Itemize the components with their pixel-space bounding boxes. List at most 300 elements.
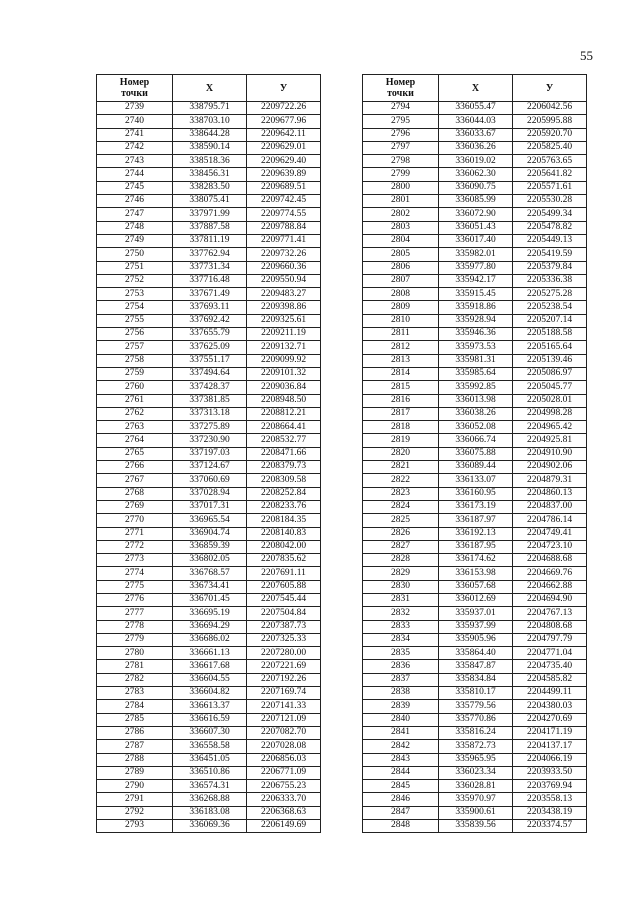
- x-coordinate-cell: 335810.17: [439, 687, 513, 700]
- table-row: [363, 141, 587, 154]
- y-coordinate-cell: 2203769.94: [513, 780, 587, 793]
- point-number-cell: 2785: [97, 713, 173, 726]
- x-coordinate-cell: 337625.09: [173, 341, 247, 354]
- point-number-cell: 2814: [363, 367, 439, 380]
- x-coordinate-cell: 336661.13: [173, 647, 247, 660]
- x-header: X: [173, 75, 247, 102]
- point-number-cell: 2835: [363, 647, 439, 660]
- y-coordinate-cell: 2205641.82: [513, 168, 587, 181]
- table-row: [363, 514, 587, 527]
- point-number-cell: 2763: [97, 421, 173, 434]
- y-coordinate-cell: 2205419.59: [513, 248, 587, 261]
- table-row: [97, 500, 321, 513]
- point-number-cell: 2801: [363, 195, 439, 208]
- x-coordinate-cell: 337671.49: [173, 288, 247, 301]
- point-number-cell: 2788: [97, 753, 173, 766]
- point-number-cell: 2813: [363, 354, 439, 367]
- point-number-cell: 2773: [97, 554, 173, 567]
- table-row: [97, 341, 321, 354]
- x-coordinate-cell: 337060.69: [173, 474, 247, 487]
- table-row: [97, 474, 321, 487]
- point-number-cell: 2803: [363, 221, 439, 234]
- point-number-cell: 2830: [363, 580, 439, 593]
- point-number-cell: 2754: [97, 301, 173, 314]
- x-coordinate-cell: 337230.90: [173, 434, 247, 447]
- point-number-cell: 2742: [97, 141, 173, 154]
- table-row: [363, 753, 587, 766]
- x-coordinate-cell: 336055.47: [439, 102, 513, 115]
- x-coordinate-cell: 335905.96: [439, 633, 513, 646]
- point-number-cell: 2824: [363, 500, 439, 513]
- table-row: [363, 687, 587, 700]
- table-row: [97, 740, 321, 753]
- table-row: [363, 102, 587, 115]
- table-row: [363, 301, 587, 314]
- table-row: [97, 141, 321, 154]
- x-coordinate-cell: 337275.89: [173, 421, 247, 434]
- y-coordinate-cell: 2207221.69: [247, 660, 321, 673]
- y-coordinate-cell: 2205207.14: [513, 314, 587, 327]
- table-row: [363, 261, 587, 274]
- y-coordinate-cell: 2204797.79: [513, 633, 587, 646]
- x-coordinate-cell: 336183.08: [173, 806, 247, 819]
- point-number-cell: 2807: [363, 274, 439, 287]
- point-number-cell: 2765: [97, 447, 173, 460]
- x-coordinate-cell: 337124.67: [173, 461, 247, 474]
- y-coordinate-cell: 2205275.28: [513, 288, 587, 301]
- point-number-cell: 2806: [363, 261, 439, 274]
- table-row: [97, 554, 321, 567]
- y-coordinate-cell: 2204662.88: [513, 580, 587, 593]
- y-coordinate-cell: 2205379.84: [513, 261, 587, 274]
- x-header: X: [439, 75, 513, 102]
- point-number-cell: 2752: [97, 274, 173, 287]
- y-coordinate-cell: 2204688.68: [513, 554, 587, 567]
- x-coordinate-cell: 335847.87: [439, 660, 513, 673]
- x-coordinate-cell: 337971.99: [173, 208, 247, 221]
- point-number-cell: 2780: [97, 647, 173, 660]
- y-coordinate-cell: 2208042.00: [247, 540, 321, 553]
- x-coordinate-cell: 335928.94: [439, 314, 513, 327]
- table-body-left: [97, 102, 321, 833]
- point-number-cell: 2799: [363, 168, 439, 181]
- x-coordinate-cell: 336268.88: [173, 793, 247, 806]
- point-number-cell: 2832: [363, 607, 439, 620]
- x-coordinate-cell: 338795.71: [173, 102, 247, 115]
- table-row: [97, 540, 321, 553]
- point-number-cell: 2776: [97, 593, 173, 606]
- x-coordinate-cell: 335918.86: [439, 301, 513, 314]
- y-coordinate-cell: 2209677.96: [247, 115, 321, 128]
- y-coordinate-cell: 2204499.11: [513, 687, 587, 700]
- x-coordinate-cell: 336192.13: [439, 527, 513, 540]
- y-coordinate-cell: 2204723.10: [513, 540, 587, 553]
- y-coordinate-cell: 2208664.41: [247, 421, 321, 434]
- point-number-cell: 2751: [97, 261, 173, 274]
- point-number-cell: 2834: [363, 633, 439, 646]
- y-coordinate-cell: 2203558.13: [513, 793, 587, 806]
- table-row: [97, 181, 321, 194]
- table-row: [97, 195, 321, 208]
- y-coordinate-cell: 2205188.58: [513, 328, 587, 341]
- y-coordinate-cell: 2204669.76: [513, 567, 587, 580]
- y-coordinate-cell: 2205045.77: [513, 381, 587, 394]
- y-coordinate-cell: 2205028.01: [513, 394, 587, 407]
- table-row: [363, 195, 587, 208]
- point-number-cell: 2846: [363, 793, 439, 806]
- point-number-header: Номер точки: [363, 75, 439, 102]
- point-number-cell: 2836: [363, 660, 439, 673]
- table-row: [97, 367, 321, 380]
- point-number-cell: 2784: [97, 700, 173, 713]
- point-number-cell: 2770: [97, 514, 173, 527]
- x-coordinate-cell: 335965.95: [439, 753, 513, 766]
- x-coordinate-cell: 335915.45: [439, 288, 513, 301]
- x-coordinate-cell: 336033.67: [439, 128, 513, 141]
- y-coordinate-cell: 2206042.56: [513, 102, 587, 115]
- y-coordinate-cell: 2207192.26: [247, 673, 321, 686]
- point-number-cell: 2842: [363, 740, 439, 753]
- y-coordinate-cell: 2206333.70: [247, 793, 321, 806]
- table-header-row: [363, 75, 587, 102]
- y-coordinate-cell: 2204771.04: [513, 647, 587, 660]
- x-coordinate-cell: 336066.74: [439, 434, 513, 447]
- y-coordinate-cell: 2209771.41: [247, 234, 321, 247]
- point-number-cell: 2769: [97, 500, 173, 513]
- point-number-cell: 2797: [363, 141, 439, 154]
- x-coordinate-cell: 335981.31: [439, 354, 513, 367]
- y-coordinate-cell: 2209325.61: [247, 314, 321, 327]
- table-row: [363, 820, 587, 833]
- x-coordinate-cell: 335977.80: [439, 261, 513, 274]
- table-row: [97, 168, 321, 181]
- y-coordinate-cell: 2209774.55: [247, 208, 321, 221]
- point-number-cell: 2750: [97, 248, 173, 261]
- point-number-cell: 2744: [97, 168, 173, 181]
- point-number-cell: 2848: [363, 820, 439, 833]
- y-coordinate-cell: 2204066.19: [513, 753, 587, 766]
- y-coordinate-cell: 2204910.90: [513, 447, 587, 460]
- table-row: [97, 687, 321, 700]
- y-coordinate-cell: 2204998.28: [513, 407, 587, 420]
- y-coordinate-cell: 2204171.19: [513, 726, 587, 739]
- table-row: [363, 673, 587, 686]
- y-coordinate-cell: 2207141.33: [247, 700, 321, 713]
- x-coordinate-cell: 335864.40: [439, 647, 513, 660]
- x-coordinate-cell: 336153.98: [439, 567, 513, 580]
- table-header-row: [97, 75, 321, 102]
- x-coordinate-cell: 335970.97: [439, 793, 513, 806]
- point-number-cell: 2786: [97, 726, 173, 739]
- table-body-right: [363, 102, 587, 833]
- x-coordinate-cell: 336085.99: [439, 195, 513, 208]
- x-coordinate-cell: 336173.19: [439, 500, 513, 513]
- x-coordinate-cell: 338518.36: [173, 155, 247, 168]
- x-coordinate-cell: 337197.03: [173, 447, 247, 460]
- table-row: [97, 806, 321, 819]
- y-coordinate-cell: 2209211.19: [247, 328, 321, 341]
- table-row: [363, 341, 587, 354]
- table-row: [97, 248, 321, 261]
- x-coordinate-cell: 336052.08: [439, 421, 513, 434]
- x-coordinate-cell: 337381.85: [173, 394, 247, 407]
- y-coordinate-cell: 2206149.69: [247, 820, 321, 833]
- point-number-cell: 2833: [363, 620, 439, 633]
- point-number-cell: 2774: [97, 567, 173, 580]
- x-coordinate-cell: 335942.17: [439, 274, 513, 287]
- point-number-header: Номер точки: [97, 75, 173, 102]
- x-coordinate-cell: 336695.19: [173, 607, 247, 620]
- y-coordinate-cell: 2205139.46: [513, 354, 587, 367]
- x-coordinate-cell: 338456.31: [173, 168, 247, 181]
- y-coordinate-cell: 2206856.03: [247, 753, 321, 766]
- x-coordinate-cell: 335872.73: [439, 740, 513, 753]
- point-number-cell: 2837: [363, 673, 439, 686]
- y-coordinate-cell: 2204270.69: [513, 713, 587, 726]
- x-coordinate-cell: 336174.62: [439, 554, 513, 567]
- y-coordinate-cell: 2207280.00: [247, 647, 321, 660]
- point-number-cell: 2747: [97, 208, 173, 221]
- x-coordinate-cell: 336187.97: [439, 514, 513, 527]
- point-number-cell: 2771: [97, 527, 173, 540]
- table-row: [363, 713, 587, 726]
- table-row: [363, 607, 587, 620]
- point-number-cell: 2811: [363, 328, 439, 341]
- y-coordinate-cell: 2205336.38: [513, 274, 587, 287]
- y-coordinate-cell: 2209742.45: [247, 195, 321, 208]
- table-row: [97, 421, 321, 434]
- y-coordinate-cell: 2208252.84: [247, 487, 321, 500]
- x-coordinate-cell: 337762.94: [173, 248, 247, 261]
- table-row: [97, 461, 321, 474]
- point-number-cell: 2778: [97, 620, 173, 633]
- table-row: [363, 421, 587, 434]
- x-coordinate-cell: 337017.31: [173, 500, 247, 513]
- x-coordinate-cell: 337693.11: [173, 301, 247, 314]
- point-number-cell: 2790: [97, 780, 173, 793]
- point-number-cell: 2772: [97, 540, 173, 553]
- x-coordinate-cell: 336604.82: [173, 687, 247, 700]
- x-coordinate-cell: 336904.74: [173, 527, 247, 540]
- x-coordinate-cell: 335770.86: [439, 713, 513, 726]
- x-coordinate-cell: 336604.55: [173, 673, 247, 686]
- table-row: [363, 740, 587, 753]
- table-row: [97, 580, 321, 593]
- coordinates-table-right: [362, 74, 587, 833]
- point-number-cell: 2781: [97, 660, 173, 673]
- point-number-cell: 2816: [363, 394, 439, 407]
- x-coordinate-cell: 336075.88: [439, 447, 513, 460]
- y-coordinate-cell: 2208379.73: [247, 461, 321, 474]
- point-number-cell: 2808: [363, 288, 439, 301]
- x-coordinate-cell: 336044.03: [439, 115, 513, 128]
- point-number-cell: 2759: [97, 367, 173, 380]
- x-coordinate-cell: 336617.68: [173, 660, 247, 673]
- table-row: [97, 726, 321, 739]
- table-row: [97, 793, 321, 806]
- point-number-cell: 2779: [97, 633, 173, 646]
- table-row: [97, 234, 321, 247]
- y-coordinate-cell: 2208948.50: [247, 394, 321, 407]
- point-number-cell: 2823: [363, 487, 439, 500]
- x-coordinate-cell: 336069.36: [173, 820, 247, 833]
- y-coordinate-cell: 2209101.32: [247, 367, 321, 380]
- y-coordinate-cell: 2207605.88: [247, 580, 321, 593]
- table-row: [363, 354, 587, 367]
- x-coordinate-cell: 336802.05: [173, 554, 247, 567]
- point-number-cell: 2805: [363, 248, 439, 261]
- point-number-cell: 2820: [363, 447, 439, 460]
- table-row: [363, 434, 587, 447]
- point-number-cell: 2753: [97, 288, 173, 301]
- y-coordinate-cell: 2209036.84: [247, 381, 321, 394]
- point-number-cell: 2812: [363, 341, 439, 354]
- point-number-cell: 2756: [97, 328, 173, 341]
- y-coordinate-cell: 2204786.14: [513, 514, 587, 527]
- y-coordinate-cell: 2207082.70: [247, 726, 321, 739]
- table-row: [97, 102, 321, 115]
- x-coordinate-cell: 336451.05: [173, 753, 247, 766]
- table-row: [97, 221, 321, 234]
- x-coordinate-cell: 336768.57: [173, 567, 247, 580]
- y-coordinate-cell: 2204735.40: [513, 660, 587, 673]
- x-coordinate-cell: 336133.07: [439, 474, 513, 487]
- table-row: [97, 487, 321, 500]
- y-coordinate-cell: 2207028.08: [247, 740, 321, 753]
- x-coordinate-cell: 336613.37: [173, 700, 247, 713]
- point-number-cell: 2817: [363, 407, 439, 420]
- table-row: [97, 753, 321, 766]
- x-coordinate-cell: 337428.37: [173, 381, 247, 394]
- point-number-cell: 2762: [97, 407, 173, 420]
- x-coordinate-cell: 335834.84: [439, 673, 513, 686]
- point-number-cell: 2739: [97, 102, 173, 115]
- x-coordinate-cell: 335937.99: [439, 620, 513, 633]
- point-number-cell: 2810: [363, 314, 439, 327]
- y-header: У: [247, 75, 321, 102]
- table-row: [97, 700, 321, 713]
- y-coordinate-cell: 2208309.58: [247, 474, 321, 487]
- x-coordinate-cell: 337716.48: [173, 274, 247, 287]
- point-number-cell: 2798: [363, 155, 439, 168]
- table-row: [97, 288, 321, 301]
- x-coordinate-cell: 336510.86: [173, 766, 247, 779]
- y-coordinate-cell: 2207691.11: [247, 567, 321, 580]
- x-coordinate-cell: 337551.17: [173, 354, 247, 367]
- point-number-cell: 2800: [363, 181, 439, 194]
- table-row: [363, 700, 587, 713]
- point-number-cell: 2840: [363, 713, 439, 726]
- table-row: [363, 554, 587, 567]
- x-coordinate-cell: 335839.56: [439, 820, 513, 833]
- y-coordinate-cell: 2206771.09: [247, 766, 321, 779]
- y-coordinate-cell: 2209398.86: [247, 301, 321, 314]
- point-number-cell: 2839: [363, 700, 439, 713]
- y-coordinate-cell: 2206755.23: [247, 780, 321, 793]
- table-row: [97, 301, 321, 314]
- x-coordinate-cell: 335946.36: [439, 328, 513, 341]
- y-coordinate-cell: 2209689.51: [247, 181, 321, 194]
- x-coordinate-cell: 336558.58: [173, 740, 247, 753]
- y-coordinate-cell: 2205449.13: [513, 234, 587, 247]
- y-coordinate-cell: 2205238.54: [513, 301, 587, 314]
- point-number-cell: 2758: [97, 354, 173, 367]
- x-coordinate-cell: 336694.29: [173, 620, 247, 633]
- table-row: [363, 780, 587, 793]
- table-row: [363, 540, 587, 553]
- y-coordinate-cell: 2209722.26: [247, 102, 321, 115]
- point-number-cell: 2755: [97, 314, 173, 327]
- x-coordinate-cell: 337494.64: [173, 367, 247, 380]
- y-coordinate-cell: 2209550.94: [247, 274, 321, 287]
- table-row: [363, 288, 587, 301]
- point-number-cell: 2821: [363, 461, 439, 474]
- point-number-cell: 2809: [363, 301, 439, 314]
- y-coordinate-cell: 2209732.26: [247, 248, 321, 261]
- point-number-cell: 2822: [363, 474, 439, 487]
- y-coordinate-cell: 2209788.84: [247, 221, 321, 234]
- point-number-cell: 2843: [363, 753, 439, 766]
- x-coordinate-cell: 336734.41: [173, 580, 247, 593]
- table-row: [363, 168, 587, 181]
- y-coordinate-cell: 2204380.03: [513, 700, 587, 713]
- table-row: [363, 208, 587, 221]
- x-coordinate-cell: 336701.45: [173, 593, 247, 606]
- table-row: [97, 208, 321, 221]
- table-row: [97, 567, 321, 580]
- coordinates-table-left: [96, 74, 321, 833]
- table-row: [363, 806, 587, 819]
- table-row: [97, 328, 321, 341]
- table-row: [363, 181, 587, 194]
- point-number-cell: 2815: [363, 381, 439, 394]
- y-coordinate-cell: 2207325.33: [247, 633, 321, 646]
- x-coordinate-cell: 338075.41: [173, 195, 247, 208]
- table-row: [363, 367, 587, 380]
- x-coordinate-cell: 335985.64: [439, 367, 513, 380]
- y-coordinate-cell: 2207545.44: [247, 593, 321, 606]
- table-row: [97, 633, 321, 646]
- y-coordinate-cell: 2209639.89: [247, 168, 321, 181]
- x-coordinate-cell: 336090.75: [439, 181, 513, 194]
- point-number-cell: 2838: [363, 687, 439, 700]
- x-coordinate-cell: 336965.54: [173, 514, 247, 527]
- y-coordinate-cell: 2209629.01: [247, 141, 321, 154]
- page-number: 55: [580, 48, 593, 63]
- table-row: [363, 766, 587, 779]
- y-coordinate-cell: 2208233.76: [247, 500, 321, 513]
- y-coordinate-cell: 2205571.61: [513, 181, 587, 194]
- table-row: [97, 780, 321, 793]
- table-row: [97, 607, 321, 620]
- point-number-cell: 2783: [97, 687, 173, 700]
- point-number-cell: 2757: [97, 341, 173, 354]
- table-row: [363, 633, 587, 646]
- point-number-cell: 2802: [363, 208, 439, 221]
- point-number-cell: 2844: [363, 766, 439, 779]
- table-row: [363, 500, 587, 513]
- y-coordinate-cell: 2207121.09: [247, 713, 321, 726]
- y-coordinate-cell: 2205499.34: [513, 208, 587, 221]
- x-coordinate-cell: 336017.40: [439, 234, 513, 247]
- x-coordinate-cell: 338644.28: [173, 128, 247, 141]
- y-coordinate-cell: 2204902.06: [513, 461, 587, 474]
- x-coordinate-cell: 336023.34: [439, 766, 513, 779]
- y-coordinate-cell: 2209483.27: [247, 288, 321, 301]
- y-coordinate-cell: 2204965.42: [513, 421, 587, 434]
- table-row: [363, 115, 587, 128]
- table-row: [97, 274, 321, 287]
